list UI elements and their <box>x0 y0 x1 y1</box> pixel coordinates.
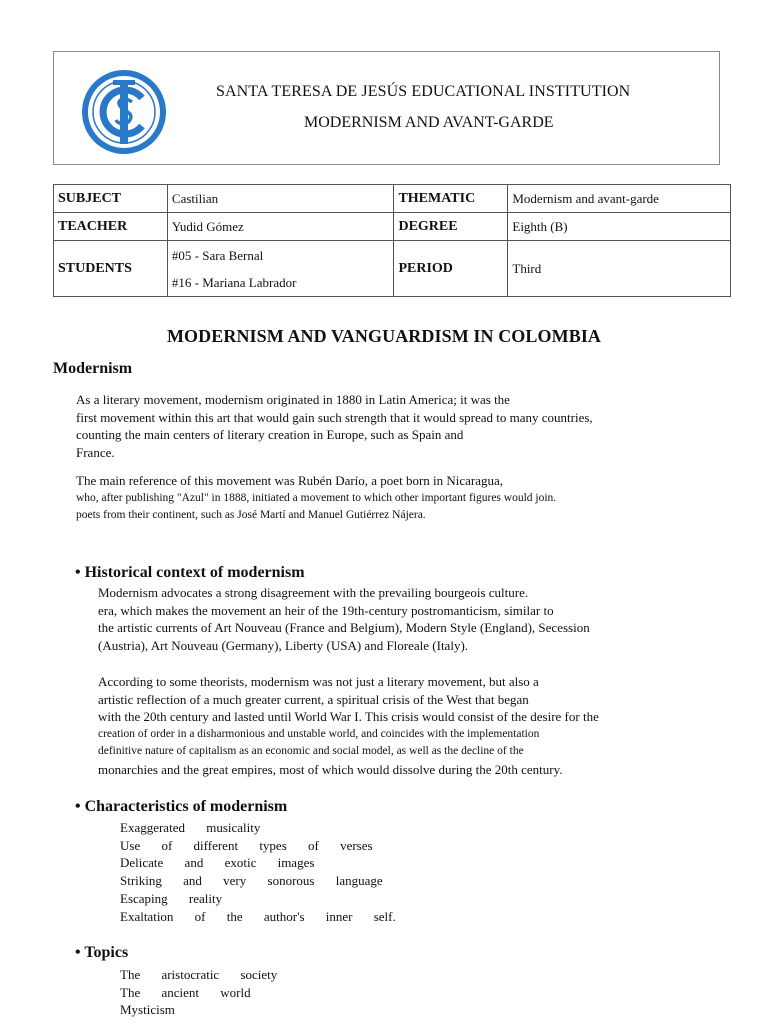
page-title: MODERNISM AND VANGUARDISM IN COLOMBIA <box>166 326 602 346</box>
text-line: first movement within this art that would gain such strength that it would spread to many countries, <box>76 409 593 425</box>
text-line: with the 20th century and lasted until World War I. This crisis would consist of the desire for the <box>98 709 599 724</box>
text-line: who, after publishing "Azul" in 1888, initiated a movement to which other important figures would join. <box>76 491 557 504</box>
text-line: monarchies and the great empires, most of which would dissolve during the 20th century. <box>98 761 563 777</box>
text-line: poets from their continent, such as José Martí and Manuel Gutiérrez Nájera. <box>76 509 426 521</box>
institution-name: SANTA TERESA DE JESÚS EDUCATIONAL INSTITUTION <box>216 83 631 100</box>
text-line: counting the main centers of literary creation in Europe, such as Spain and <box>76 427 464 442</box>
list-item: The ancient world <box>120 984 251 1000</box>
text-line: France. <box>76 444 115 460</box>
student-entry: #05 - Sara Bernal <box>171 247 264 263</box>
document-subtitle: MODERNISM AND AVANT-GARDE <box>304 114 554 131</box>
period-value: Third <box>508 241 731 297</box>
thematic-label: THEMATIC <box>394 185 508 213</box>
characteristics-list <box>120 819 396 925</box>
institution-logo-icon <box>80 68 168 156</box>
text-line: Modernism advocates a strong disagreement with the prevailing bourgeois culture. <box>98 585 529 600</box>
modernism-heading: Modernism <box>53 360 133 377</box>
subject-value: Castilian <box>167 185 394 213</box>
text-line: definitive nature of capitalism as an economic and social model, as well as the decline of the <box>98 745 524 757</box>
historical-paragraph-2 <box>98 673 599 778</box>
table-row <box>54 241 731 297</box>
text-line: era, which makes the movement an heir of the 19th-century postromanticism, similar to <box>98 602 554 618</box>
subject-label: SUBJECT <box>54 185 168 213</box>
historical-paragraph-1 <box>98 584 590 654</box>
topics-heading: • Topics <box>75 944 129 961</box>
text-line: According to some theorists, modernism was not just a literary movement, but also a <box>98 674 539 689</box>
topics-list <box>120 966 277 1019</box>
period-label: PERIOD <box>394 241 508 297</box>
text-line: The main reference of this movement was Rubén Darío, a poet born in Nicaragua, <box>76 473 504 488</box>
text-line: As a literary movement, modernism originated in 1880 in Latin America; it was the <box>76 392 510 407</box>
degree-label: DEGREE <box>394 213 508 241</box>
modernism-paragraph-1 <box>76 391 593 461</box>
list-item: Striking and very sonorous language <box>120 873 383 889</box>
students-value <box>167 241 394 297</box>
header-box <box>53 51 720 165</box>
teacher-label: TEACHER <box>54 213 168 241</box>
text-line: the artistic currents of Art Nouveau (France and Belgium), Modern Style (England), Secession <box>98 620 590 635</box>
list-item: Delicate and exotic images <box>120 855 315 871</box>
teacher-value: Yudid Gómez <box>167 213 394 241</box>
info-table <box>53 184 731 297</box>
historical-context-heading: • Historical context of modernism <box>75 564 305 581</box>
table-row <box>54 185 731 213</box>
list-item: Escaping reality <box>120 890 223 906</box>
degree-value: Eighth (B) <box>508 213 731 241</box>
list-item: Use of different types of verses <box>120 837 373 853</box>
characteristics-heading: • Characteristics of modernism <box>75 798 288 815</box>
list-item: Exaggerated musicality <box>120 820 261 835</box>
student-entry: #16 - Mariana Labrador <box>171 274 297 290</box>
text-line: creation of order in a disharmonious and unstable world, and coincides with the implementation <box>98 727 540 740</box>
thematic-value: Modernism and avant-garde <box>508 185 731 213</box>
list-item: Exaltation of the author's inner self. <box>120 908 396 924</box>
list-item: The aristocratic society <box>120 967 278 982</box>
text-line: artistic reflection of a much greater current, a spiritual crisis of the West that began <box>98 691 529 707</box>
list-item: Mysticism <box>120 1002 175 1018</box>
text-line: (Austria), Art Nouveau (Germany), Liberty (USA) and Floreale (Italy). <box>98 637 469 653</box>
students-label: STUDENTS <box>54 241 168 297</box>
table-row <box>54 213 731 241</box>
modernism-paragraph-2 <box>76 472 556 525</box>
